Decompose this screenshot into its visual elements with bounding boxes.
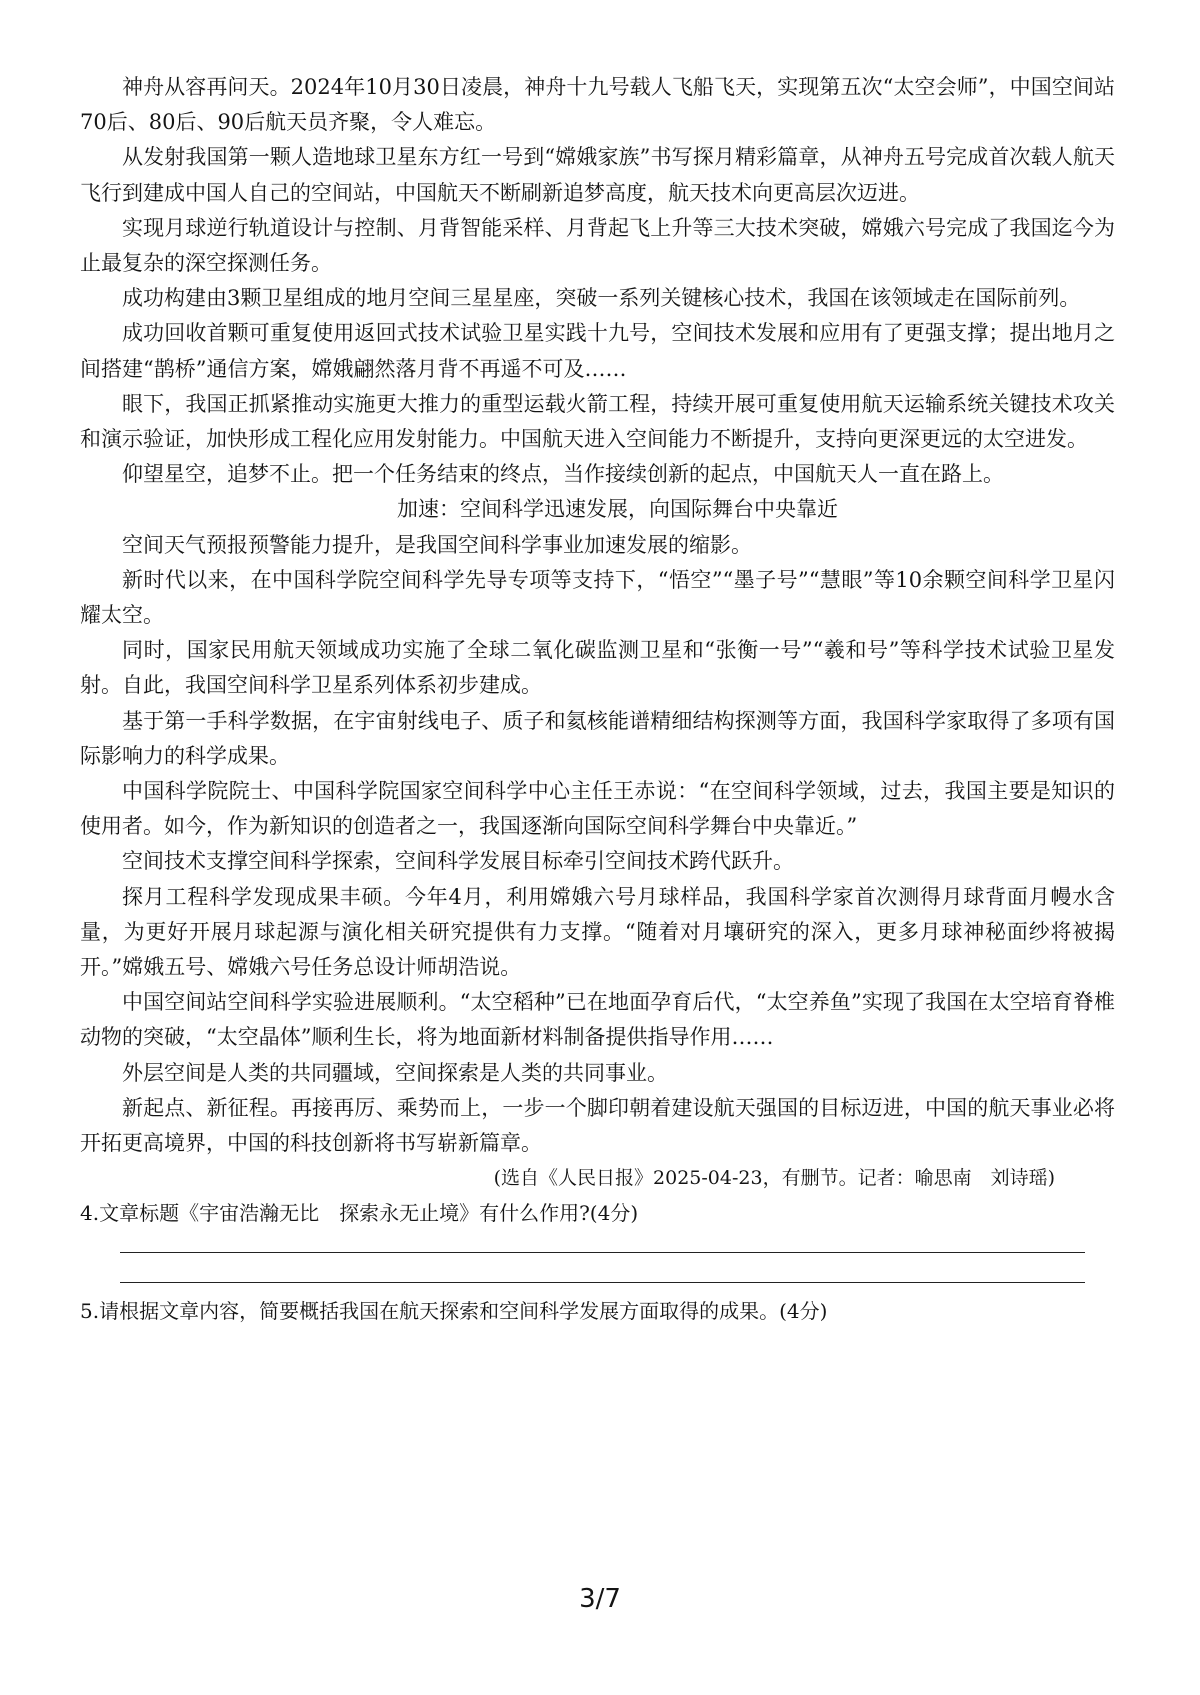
question-5: 5.请根据文章内容，简要概括我国在航天探索和空间科学发展方面取得的成果。(4分) [80, 1298, 828, 1323]
article-paragraph: 探月工程科学发现成果丰硕。今年4月，利用嫦娥六号月球样品，我国科学家首次测得月球背面月幔水含量，为更好开展月球起源与演化相关研究提供有力支撑。“随着对月壤研究的深入，更多月球神秘面纱将被揭开。”嫦娥五号、嫦娥六号任务总设计师胡浩说。 [80, 884, 1115, 980]
article-source: (选自《人民日报》2025-04-23，有删节。记者：喻思南 刘诗瑶) [493, 1167, 1055, 1190]
page-number: 3/7 [579, 1584, 621, 1614]
section-subheading: 加速：空间科学迅速发展，向国际舞台中央靠近 [397, 497, 838, 522]
article-paragraph: 成功构建由3颗卫星组成的地月空间三星星座，突破一系列关键核心技术，我国在该领域走在国际前列。 [122, 286, 1081, 311]
article-paragraph: 新起点、新征程。再接再厉、乘势而上，一步一个脚印朝着建设航天强国的目标迈进，中国的航天事业必将开拓更高境界，中国的科技创新将书写崭新篇章。 [80, 1095, 1115, 1156]
article-paragraph: 从发射我国第一颗人造地球卫星东方红一号到“嫦娥家族”书写探月精彩篇章，从神舟五号完成首次载人航天飞行到建成中国人自己的空间站，中国航天不断刷新追梦高度，航天技术向更高层次迈进。 [80, 145, 1115, 205]
article-paragraph: 基于第一手科学数据，在宇宙射线电子、质子和氦核能谱精细结构探测等方面，我国科学家取得了多项有国际影响力的科学成果。 [80, 708, 1115, 768]
article-paragraph: 新时代以来，在中国科学院空间科学先导专项等支持下，“悟空”“墨子号”“慧眼”等10余颗空间科学卫星闪耀太空。 [80, 567, 1115, 628]
article-paragraph: 仰望星空，追梦不止。把一个任务结束的终点，当作接续创新的起点，中国航天人一直在路上。 [122, 462, 1004, 487]
article-paragraph: 神舟从容再问天。2024年10月30日凌晨，神舟十九号载人飞船飞天，实现第五次“太空会师”，中国空间站70后、80后、90后航天员齐聚，令人难忘。 [80, 75, 1115, 135]
answer-line[interactable] [120, 1252, 1085, 1253]
article-paragraph: 空间天气预报预警能力提升，是我国空间科学事业加速发展的缩影。 [122, 532, 752, 557]
article-paragraph: 眼下，我国正抓紧推动实施更大推力的重型运载火箭工程，持续开展可重复使用航天运输系统关键技术攻关和演示验证，加快形成工程化应用发射能力。中国航天进入空间能力不断提升，支持向更深更远的太空进发。 [80, 391, 1115, 452]
article-paragraph: 空间技术支撑空间科学探索，空间科学发展目标牵引空间技术跨代跃升。 [122, 849, 794, 874]
article-paragraph: 中国空间站空间科学实验进展顺利。“太空稻种”已在地面孕育后代，“太空养鱼”实现了我国在太空培育脊椎动物的突破，“太空晶体”顺利生长，将为地面新材料制备提供指导作用…… [80, 990, 1115, 1050]
article-body [80, 70, 1115, 1197]
article-paragraph: 同时，国家民用航天领域成功实施了全球二氧化碳监测卫星和“张衡一号”“羲和号”等科学技术试验卫星发射。自此，我国空间科学卫星系列体系初步建成。 [80, 638, 1115, 698]
article-paragraph: 实现月球逆行轨道设计与控制、月背智能采样、月背起飞上升等三大技术突破，嫦娥六号完成了我国迄今为止最复杂的深空探测任务。 [80, 215, 1115, 276]
article-paragraph: 外层空间是人类的共同疆域，空间探索是人类的共同事业。 [122, 1060, 668, 1085]
article-paragraph: 成功回收首颗可重复使用返回式技术试验卫星实践十九号，空间技术发展和应用有了更强支撑；提出地月之间搭建“鹊桥”通信方案，嫦娥翩然落月背不再遥不可及…… [80, 321, 1115, 381]
question-section [80, 1197, 1115, 1328]
question-4: 4.文章标题《宇宙浩瀚无比 探索永无止境》有什么作用?(4分) [80, 1200, 639, 1225]
article-paragraph: 中国科学院院士、中国科学院国家空间科学中心主任王赤说：“在空间科学领域，过去，我国主要是知识的使用者。如今，作为新知识的创造者之一，我国逐渐向国际空间科学舞台中央靠近。” [80, 779, 1115, 839]
answer-line[interactable] [120, 1282, 1085, 1283]
